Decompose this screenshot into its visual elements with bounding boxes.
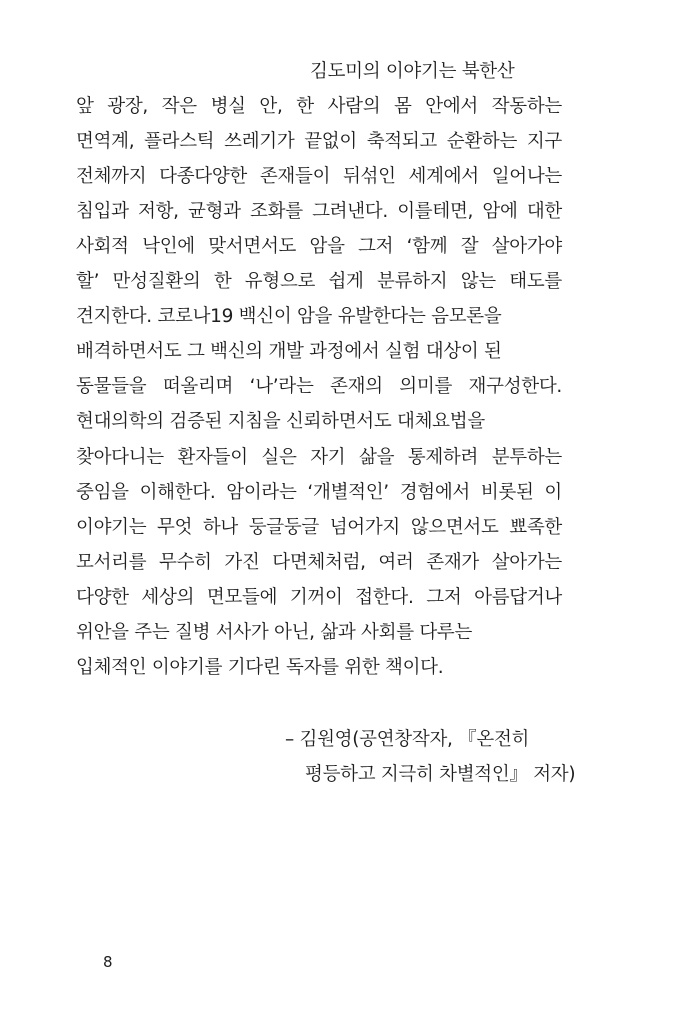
text-line: 면역계, 플라스틱 쓰레기가 끝없이 축적되고 순환하는 지구 xyxy=(76,131,562,153)
text-line: 모서리를 무수히 가진 다면체처럼, 여러 존재가 살아가는 xyxy=(76,551,562,573)
attribution-book: 평등하고 지극히 차별적인』 저자) xyxy=(305,764,576,785)
page-number: 8 xyxy=(103,953,113,971)
text-line: 배격하면서도 그 백신의 개발 과정에서 실험 대상이 된 xyxy=(76,341,502,363)
attribution xyxy=(285,722,585,792)
text-line: 전체까지 다종다양한 존재들이 뒤섞인 세계에서 일어나는 xyxy=(76,166,562,188)
text-line: 김도미의 이야기는 북한산 xyxy=(310,61,515,82)
text-line: 다양한 세상의 면모들에 기꺼이 접한다. 그저 아름답거나 xyxy=(76,586,562,608)
text-line: 입체적인 이야기를 기다린 독자를 위한 책이다. xyxy=(76,656,444,678)
attribution-author: – 김원영(공연창작자, 『온전히 xyxy=(285,729,530,750)
recommendation-paragraph xyxy=(76,54,562,685)
text-line: 견지한다. 코로나19 백신이 암을 유발한다는 음모론을 xyxy=(76,306,502,328)
text-line: 사회적 낙인에 맞서면서도 암을 그저 ‘함께 잘 살아가야 xyxy=(76,236,562,258)
text-line: 위안을 주는 질병 서사가 아닌, 삶과 사회를 다루는 xyxy=(76,621,473,643)
text-line: 침입과 저항, 균형과 조화를 그려낸다. 이를테면, 암에 대한 xyxy=(76,201,562,223)
text-line: 현대의학의 검증된 지침을 신뢰하면서도 대체요법을 xyxy=(76,411,485,433)
text-line: 이야기는 무엇 하나 둥글둥글 넘어가지 않으면서도 뾰족한 xyxy=(76,516,562,538)
text-line: 찾아다니는 환자들이 실은 자기 삶을 통제하려 분투하는 xyxy=(76,446,562,468)
text-line: 중임을 이해한다. 암이라는 ‘개별적인’ 경험에서 비롯된 이 xyxy=(76,481,562,503)
text-line: 동물들을 떠올리며 ‘나’라는 존재의 의미를 재구성한다. xyxy=(76,376,562,398)
text-line: 할’ 만성질환의 한 유형으로 쉽게 분류하지 않는 태도를 xyxy=(76,271,562,293)
text-line: 앞 광장, 작은 병실 안, 한 사람의 몸 안에서 작동하는 xyxy=(76,96,562,118)
